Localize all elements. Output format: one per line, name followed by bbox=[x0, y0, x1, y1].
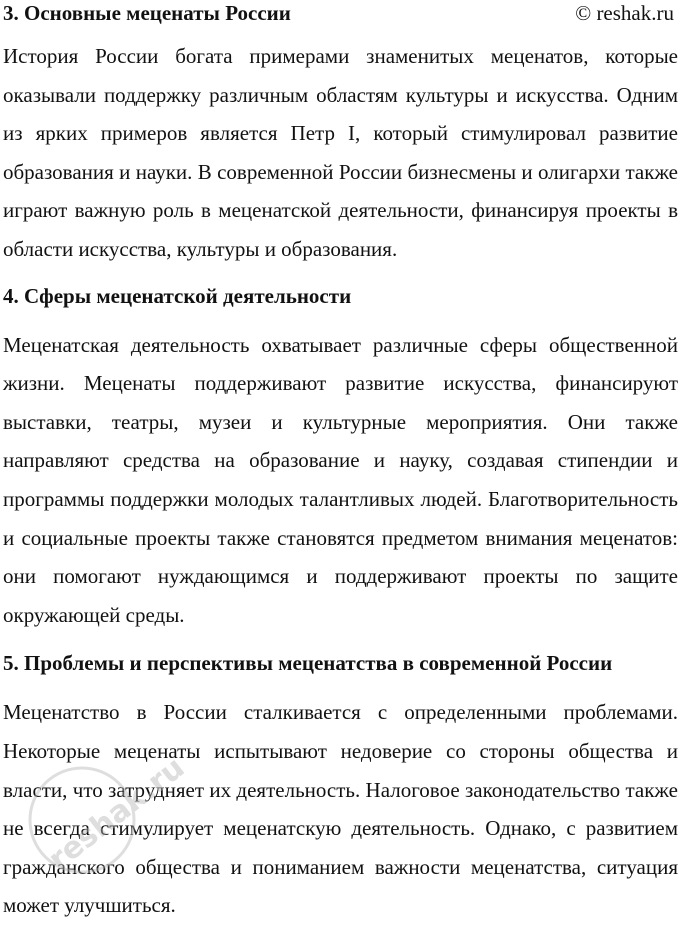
top-row bbox=[3, 0, 678, 26]
section-3-heading: 3. Основные меценаты России bbox=[3, 1, 291, 25]
section-3-paragraph: История России богата примерами знаменитых меценатов, которые оказывали поддержку различным областям культуры и искусства. Одним из ярких примеров является Петр I, который стимулировал развитие образования и науки. В современной России бизнесмены и олигархи также играют важную роль в меценатской деятельности, финансируя проекты в области искусства, культуры и образования. bbox=[3, 44, 678, 261]
section-4-heading: 4. Сферы меценатской деятельности bbox=[3, 283, 352, 308]
section-5-paragraph: Меценатство в России сталкивается с определенными проблемами. Некоторые меценаты испытывают недоверие со стороны общества и власти, что затрудняет их деятельность. Налоговое законодательство также не всегда стимулирует меценатскую деятельность. Однако, с развитием гражданского общества и пониманием важности меценатства, ситуация может улучшиться. bbox=[3, 700, 678, 918]
section-4-paragraph: Меценатская деятельность охватывает различные сферы общественной жизни. Меценаты поддерживают развитие искусства, финансируют выставки, театры, музеи и культурные мероприятия. Они также направляют средства на образование и науку, создавая стипендии и программы поддержки молодых талантливых людей. Благотворительность и социальные проекты также становятся предметом внимания меценатов: они помогают нуждающимся и поддерживают проекты по защите окружающей среды. bbox=[3, 332, 678, 627]
watermark-text: reshak.ru bbox=[41, 750, 192, 878]
copyright-label: © reshak.ru bbox=[575, 1, 674, 25]
section-5-heading: 5. Проблемы и перспективы меценатства в современной России bbox=[3, 651, 613, 676]
